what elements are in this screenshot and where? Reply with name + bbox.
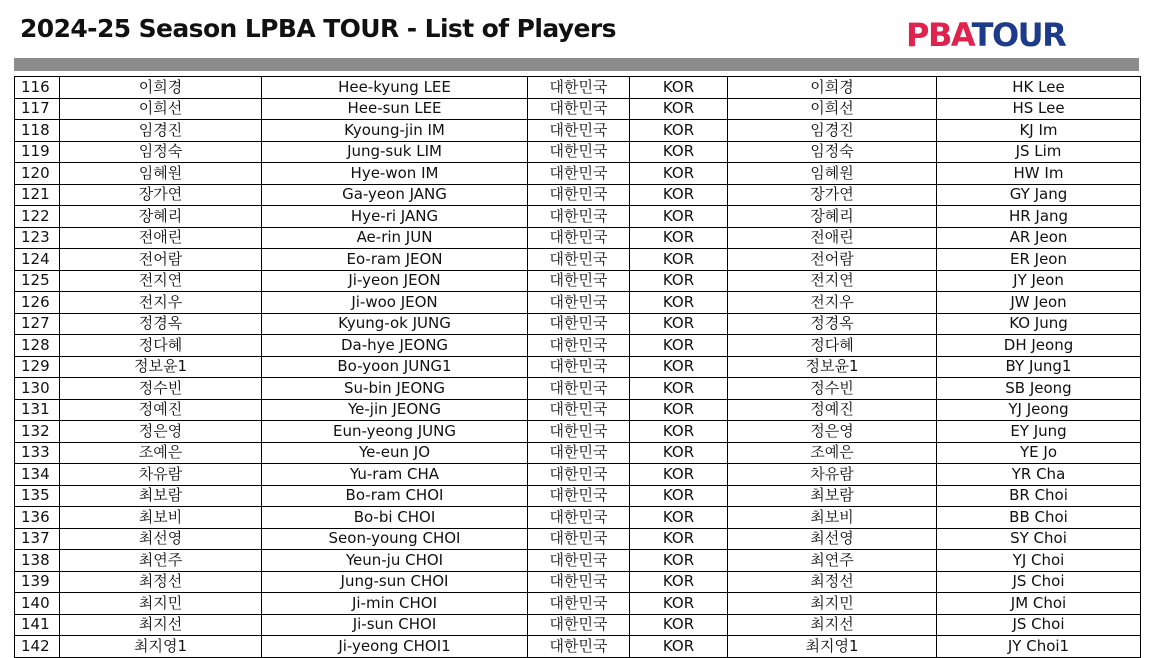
player-short-name-korean: 정수빈 <box>728 378 937 400</box>
player-number: 141 <box>15 614 60 636</box>
player-short-name-english: GY Jang <box>937 184 1141 206</box>
player-name-english: Hye-ri JANG <box>262 206 528 228</box>
player-country-korean: 대한민국 <box>528 163 630 185</box>
player-short-name-korean: 장가연 <box>728 184 937 206</box>
player-name-english: Hee-sun LEE <box>262 98 528 120</box>
player-name-korean: 정수빈 <box>60 378 262 400</box>
player-short-name-english: HR Jang <box>937 206 1141 228</box>
player-number: 117 <box>15 98 60 120</box>
player-country-code: KOR <box>630 163 728 185</box>
table-row <box>15 464 1141 486</box>
player-short-name-korean: 최선영 <box>728 528 937 550</box>
player-country-korean: 대한민국 <box>528 292 630 314</box>
player-short-name-english: SB Jeong <box>937 378 1141 400</box>
player-short-name-english: JY Jeon <box>937 270 1141 292</box>
player-name-english: Bo-yoon JUNG1 <box>262 356 528 378</box>
player-short-name-korean: 이희경 <box>728 77 937 99</box>
player-name-korean: 임혜원 <box>60 163 262 185</box>
player-country-korean: 대한민국 <box>528 399 630 421</box>
player-country-korean: 대한민국 <box>528 77 630 99</box>
player-name-korean: 최정선 <box>60 571 262 593</box>
player-name-korean: 차유람 <box>60 464 262 486</box>
player-short-name-korean: 최지선 <box>728 614 937 636</box>
player-number: 142 <box>15 636 60 658</box>
table-row <box>15 485 1141 507</box>
player-country-korean: 대한민국 <box>528 206 630 228</box>
table-row <box>15 77 1141 99</box>
player-name-korean: 장가연 <box>60 184 262 206</box>
player-country-code: KOR <box>630 249 728 271</box>
player-name-korean: 전어람 <box>60 249 262 271</box>
player-number: 136 <box>15 507 60 529</box>
player-country-korean: 대한민국 <box>528 636 630 658</box>
player-short-name-english: JW Jeon <box>937 292 1141 314</box>
player-short-name-korean: 최지민 <box>728 593 937 615</box>
player-name-korean: 정은영 <box>60 421 262 443</box>
logo-pba-text: PBA <box>906 16 972 54</box>
player-number: 122 <box>15 206 60 228</box>
player-country-korean: 대한민국 <box>528 485 630 507</box>
player-name-english: Hye-won IM <box>262 163 528 185</box>
player-name-korean: 정예진 <box>60 399 262 421</box>
player-country-korean: 대한민국 <box>528 442 630 464</box>
player-short-name-english: YJ Jeong <box>937 399 1141 421</box>
player-name-korean: 조예은 <box>60 442 262 464</box>
table-row <box>15 399 1141 421</box>
player-number: 127 <box>15 313 60 335</box>
player-name-english: Ga-yeon JANG <box>262 184 528 206</box>
player-short-name-korean: 이희선 <box>728 98 937 120</box>
player-country-code: KOR <box>630 593 728 615</box>
player-country-code: KOR <box>630 313 728 335</box>
player-short-name-korean: 정다혜 <box>728 335 937 357</box>
player-name-english: Kyoung-jin IM <box>262 120 528 142</box>
player-country-korean: 대한민국 <box>528 356 630 378</box>
player-name-english: Ji-yeong CHOI1 <box>262 636 528 658</box>
player-short-name-korean: 최정선 <box>728 571 937 593</box>
player-number: 130 <box>15 378 60 400</box>
player-country-korean: 대한민국 <box>528 335 630 357</box>
player-number: 118 <box>15 120 60 142</box>
player-short-name-english: JM Choi <box>937 593 1141 615</box>
player-country-code: KOR <box>630 399 728 421</box>
player-short-name-korean: 정경옥 <box>728 313 937 335</box>
player-country-code: KOR <box>630 485 728 507</box>
table-row <box>15 313 1141 335</box>
player-name-english: Yeun-ju CHOI <box>262 550 528 572</box>
player-name-korean: 이희경 <box>60 77 262 99</box>
player-short-name-korean: 임혜원 <box>728 163 937 185</box>
header-divider-bar <box>14 58 1139 71</box>
player-country-code: KOR <box>630 550 728 572</box>
player-number: 138 <box>15 550 60 572</box>
player-country-code: KOR <box>630 528 728 550</box>
player-short-name-korean: 최연주 <box>728 550 937 572</box>
player-country-code: KOR <box>630 184 728 206</box>
player-name-korean: 이희선 <box>60 98 262 120</box>
table-row <box>15 421 1141 443</box>
player-name-english: Eo-ram JEON <box>262 249 528 271</box>
player-name-english: Ae-rin JUN <box>262 227 528 249</box>
player-name-korean: 최보람 <box>60 485 262 507</box>
player-name-english: Da-hye JEONG <box>262 335 528 357</box>
player-number: 128 <box>15 335 60 357</box>
player-name-korean: 최지선 <box>60 614 262 636</box>
page-title: 2024-25 Season LPBA TOUR - List of Players <box>20 14 616 43</box>
table-row <box>15 120 1141 142</box>
player-number: 119 <box>15 141 60 163</box>
player-number: 139 <box>15 571 60 593</box>
player-number: 133 <box>15 442 60 464</box>
table-row <box>15 249 1141 271</box>
player-country-korean: 대한민국 <box>528 270 630 292</box>
player-short-name-english: KJ Im <box>937 120 1141 142</box>
players-table-body <box>15 77 1141 658</box>
logo-tour-text: TOUR <box>971 16 1066 54</box>
player-country-code: KOR <box>630 270 728 292</box>
player-name-korean: 정보윤1 <box>60 356 262 378</box>
player-country-code: KOR <box>630 227 728 249</box>
player-country-korean: 대한민국 <box>528 593 630 615</box>
player-country-korean: 대한민국 <box>528 421 630 443</box>
player-number: 116 <box>15 77 60 99</box>
player-short-name-korean: 전애린 <box>728 227 937 249</box>
player-short-name-korean: 정은영 <box>728 421 937 443</box>
player-country-korean: 대한민국 <box>528 550 630 572</box>
player-name-korean: 전지연 <box>60 270 262 292</box>
table-row <box>15 378 1141 400</box>
player-country-code: KOR <box>630 335 728 357</box>
player-country-code: KOR <box>630 636 728 658</box>
table-row <box>15 227 1141 249</box>
player-name-english: Ye-jin JEONG <box>262 399 528 421</box>
player-number: 126 <box>15 292 60 314</box>
table-row <box>15 550 1141 572</box>
player-name-korean: 전지우 <box>60 292 262 314</box>
player-short-name-korean: 최보람 <box>728 485 937 507</box>
player-short-name-english: KO Jung <box>937 313 1141 335</box>
table-row <box>15 636 1141 658</box>
player-short-name-korean: 임정숙 <box>728 141 937 163</box>
player-country-code: KOR <box>630 292 728 314</box>
player-name-korean: 최지영1 <box>60 636 262 658</box>
player-name-korean: 최선영 <box>60 528 262 550</box>
player-number: 125 <box>15 270 60 292</box>
player-name-english: Ji-woo JEON <box>262 292 528 314</box>
table-row <box>15 528 1141 550</box>
player-short-name-english: BR Choi <box>937 485 1141 507</box>
players-table <box>14 76 1141 658</box>
player-country-korean: 대한민국 <box>528 378 630 400</box>
player-short-name-english: JY Choi1 <box>937 636 1141 658</box>
player-short-name-english: SY Choi <box>937 528 1141 550</box>
player-short-name-english: YE Jo <box>937 442 1141 464</box>
player-short-name-english: HK Lee <box>937 77 1141 99</box>
player-country-korean: 대한민국 <box>528 184 630 206</box>
player-name-english: Bo-ram CHOI <box>262 485 528 507</box>
table-row <box>15 163 1141 185</box>
player-short-name-english: YR Cha <box>937 464 1141 486</box>
table-row <box>15 270 1141 292</box>
table-row <box>15 593 1141 615</box>
player-short-name-english: HS Lee <box>937 98 1141 120</box>
player-country-code: KOR <box>630 378 728 400</box>
pba-tour-logo <box>906 14 1065 56</box>
player-country-code: KOR <box>630 120 728 142</box>
player-name-english: Jung-suk LIM <box>262 141 528 163</box>
player-short-name-english: YJ Choi <box>937 550 1141 572</box>
player-country-code: KOR <box>630 141 728 163</box>
player-name-english: Seon-young CHOI <box>262 528 528 550</box>
player-country-korean: 대한민국 <box>528 141 630 163</box>
player-short-name-korean: 전지연 <box>728 270 937 292</box>
player-short-name-english: EY Jung <box>937 421 1141 443</box>
player-country-code: KOR <box>630 571 728 593</box>
table-row <box>15 292 1141 314</box>
player-country-korean: 대한민국 <box>528 227 630 249</box>
player-name-english: Yu-ram CHA <box>262 464 528 486</box>
player-name-english: Ji-sun CHOI <box>262 614 528 636</box>
player-country-korean: 대한민국 <box>528 249 630 271</box>
player-short-name-english: AR Jeon <box>937 227 1141 249</box>
player-number: 137 <box>15 528 60 550</box>
player-name-korean: 최보비 <box>60 507 262 529</box>
player-short-name-korean: 정보윤1 <box>728 356 937 378</box>
player-name-korean: 임경진 <box>60 120 262 142</box>
player-country-korean: 대한민국 <box>528 98 630 120</box>
player-name-english: Ji-min CHOI <box>262 593 528 615</box>
player-number: 131 <box>15 399 60 421</box>
player-short-name-english: BY Jung1 <box>937 356 1141 378</box>
player-name-english: Kyung-ok JUNG <box>262 313 528 335</box>
player-short-name-english: BB Choi <box>937 507 1141 529</box>
player-short-name-korean: 장혜리 <box>728 206 937 228</box>
player-short-name-english: JS Choi <box>937 614 1141 636</box>
player-name-english: Bo-bi CHOI <box>262 507 528 529</box>
player-name-english: Eun-yeong JUNG <box>262 421 528 443</box>
player-name-english: Ji-yeon JEON <box>262 270 528 292</box>
player-short-name-korean: 임경진 <box>728 120 937 142</box>
player-number: 134 <box>15 464 60 486</box>
player-country-code: KOR <box>630 77 728 99</box>
player-number: 140 <box>15 593 60 615</box>
player-country-korean: 대한민국 <box>528 120 630 142</box>
player-name-korean: 최연주 <box>60 550 262 572</box>
player-country-korean: 대한민국 <box>528 528 630 550</box>
player-name-english: Jung-sun CHOI <box>262 571 528 593</box>
player-country-korean: 대한민국 <box>528 313 630 335</box>
player-short-name-korean: 최지영1 <box>728 636 937 658</box>
player-short-name-korean: 전지우 <box>728 292 937 314</box>
player-number: 129 <box>15 356 60 378</box>
player-name-korean: 장혜리 <box>60 206 262 228</box>
player-name-korean: 정다혜 <box>60 335 262 357</box>
player-short-name-english: JS Choi <box>937 571 1141 593</box>
player-name-korean: 전애린 <box>60 227 262 249</box>
table-row <box>15 206 1141 228</box>
table-row <box>15 335 1141 357</box>
player-short-name-korean: 차유람 <box>728 464 937 486</box>
player-country-code: KOR <box>630 98 728 120</box>
table-row <box>15 356 1141 378</box>
player-country-code: KOR <box>630 442 728 464</box>
player-country-code: KOR <box>630 507 728 529</box>
player-name-english: Ye-eun JO <box>262 442 528 464</box>
player-country-korean: 대한민국 <box>528 571 630 593</box>
player-short-name-english: HW Im <box>937 163 1141 185</box>
player-short-name-english: ER Jeon <box>937 249 1141 271</box>
player-short-name-korean: 조예은 <box>728 442 937 464</box>
player-name-english: Su-bin JEONG <box>262 378 528 400</box>
table-row <box>15 571 1141 593</box>
player-number: 132 <box>15 421 60 443</box>
player-number: 135 <box>15 485 60 507</box>
player-name-korean: 최지민 <box>60 593 262 615</box>
player-name-english: Hee-kyung LEE <box>262 77 528 99</box>
table-row <box>15 614 1141 636</box>
table-row <box>15 141 1141 163</box>
player-country-code: KOR <box>630 356 728 378</box>
player-short-name-korean: 전어람 <box>728 249 937 271</box>
player-country-code: KOR <box>630 206 728 228</box>
player-name-korean: 정경옥 <box>60 313 262 335</box>
player-number: 120 <box>15 163 60 185</box>
player-country-code: KOR <box>630 614 728 636</box>
player-country-korean: 대한민국 <box>528 614 630 636</box>
player-country-code: KOR <box>630 421 728 443</box>
table-row <box>15 98 1141 120</box>
player-short-name-korean: 정예진 <box>728 399 937 421</box>
player-country-code: KOR <box>630 464 728 486</box>
table-row <box>15 507 1141 529</box>
player-short-name-english: JS Lim <box>937 141 1141 163</box>
player-number: 121 <box>15 184 60 206</box>
player-short-name-korean: 최보비 <box>728 507 937 529</box>
player-country-korean: 대한민국 <box>528 464 630 486</box>
table-row <box>15 442 1141 464</box>
table-row <box>15 184 1141 206</box>
player-country-korean: 대한민국 <box>528 507 630 529</box>
player-name-korean: 임정숙 <box>60 141 262 163</box>
player-number: 124 <box>15 249 60 271</box>
player-short-name-english: DH Jeong <box>937 335 1141 357</box>
player-number: 123 <box>15 227 60 249</box>
